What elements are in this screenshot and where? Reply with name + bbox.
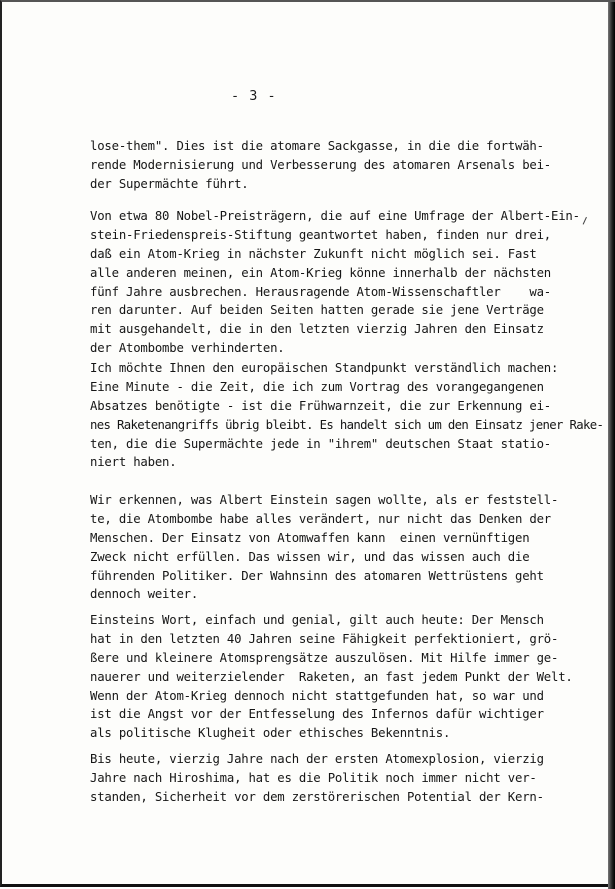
paragraph-3: [90, 359, 603, 472]
scan-mark: [583, 217, 593, 227]
text-line: lose-them". Dies ist die atomare Sackgasse, in die die fortwäh-: [90, 139, 544, 153]
text-line: dennoch weiter.: [90, 587, 199, 602]
text-line: hat in den letzten 40 Jahren seine Fähigkeit perfektioniert, grö-: [90, 631, 559, 646]
scan-edge-shadow: [608, 2, 615, 889]
text-line: Jahre nach Hiroshima, hat es die Politik noch immer nicht ver-: [90, 770, 537, 785]
text-line: standen, Sicherheit vor dem zerstörerischen Potential der Kern-: [90, 789, 544, 804]
text-line: Wir erkennen, was Albert Einstein sagen wollte, als er feststell-: [90, 493, 559, 507]
paragraph-4: [90, 491, 558, 604]
text-line: Absatzes benötigte - ist die Frühwarnzeit, die zur Erkennung ei-: [90, 398, 552, 413]
paragraph-6: [90, 750, 544, 807]
text-line: te, die Atombombe habe alles verändert, nur nicht das Denken der: [90, 511, 552, 526]
paragraph-5: [90, 611, 573, 743]
page-number: - 3 -: [231, 88, 277, 104]
text-line: daß ein Atom-Krieg in nächster Zukunft nicht möglich sei. Fast: [90, 246, 537, 261]
text-line: ten, die die Supermächte jede in "ihrem" deutschen Staat statio-: [90, 436, 552, 451]
text-line: alle anderen meinen, ein Atom-Krieg könne innerhalb der nächsten: [90, 265, 552, 280]
text-line: nes Raketenangriffs übrig bleibt. Es handelt sich um den Einsatz jener Rake-: [90, 417, 604, 432]
text-line: Einsteins Wort, einfach und genial, gilt auch heute: Der Mensch: [90, 613, 544, 627]
text-line: Wenn der Atom-Krieg dennoch nicht stattgefunden hat, so war und: [90, 688, 544, 703]
text-line: Eine Minute - die Zeit, die ich zum Vortrag des vorangegangenen: [90, 379, 544, 394]
text-line: als politische Klugheit oder ethisches Bekenntnis.: [90, 726, 451, 741]
text-line: fünf Jahre ausbrechen. Herausragende Atom-Wissenschaftler wa-: [90, 284, 552, 299]
text-line: stein-Friedenspreis-Stiftung geantwortet haben, finden nur drei,: [90, 227, 552, 242]
text-line: ren darunter. Auf beiden Seiten hatten gerade sie jene Verträge: [90, 303, 544, 318]
text-line: ist die Angst vor der Entfesselung des Infernos dafür wichtiger: [90, 707, 544, 722]
text-line: Ich möchte Ihnen den europäischen Standpunkt verständlich machen:: [90, 361, 559, 375]
text-line: führenden Politiker. Der Wahnsinn des atomaren Wettrüstens geht: [90, 568, 544, 583]
paragraph-2: [90, 207, 580, 358]
text-line: nauerer und weiterzielender Raketen, an fast jedem Punkt der Welt.: [90, 669, 573, 684]
text-line: rende Modernisierung und Verbesserung des atomaren Arsenals bei-: [90, 157, 552, 172]
text-line: Von etwa 80 Nobel-Preisträgern, die auf eine Umfrage der Albert-Ein-: [90, 209, 580, 223]
text-line: der Atombombe verhinderten.: [90, 341, 285, 356]
text-line: Zweck nicht erfüllen. Das wissen wir, und das wissen auch die: [90, 549, 530, 564]
text-line: Bis heute, vierzig Jahre nach der ersten Atomexplosion, vierzig: [90, 752, 544, 766]
text-line: Menschen. Der Einsatz von Atomwaffen kann einen vernünftigen: [90, 530, 530, 545]
text-line: niert haben.: [90, 455, 177, 470]
text-line: ßere und kleinere Atomsprengsätze auszulösen. Mit Hilfe immer ge-: [90, 650, 559, 665]
text-line: mit ausgehandelt, die in den letzten vierzig Jahren den Einsatz: [90, 322, 544, 337]
paragraph-1: [90, 137, 551, 194]
text-line: der Supermächte führt.: [90, 176, 249, 191]
